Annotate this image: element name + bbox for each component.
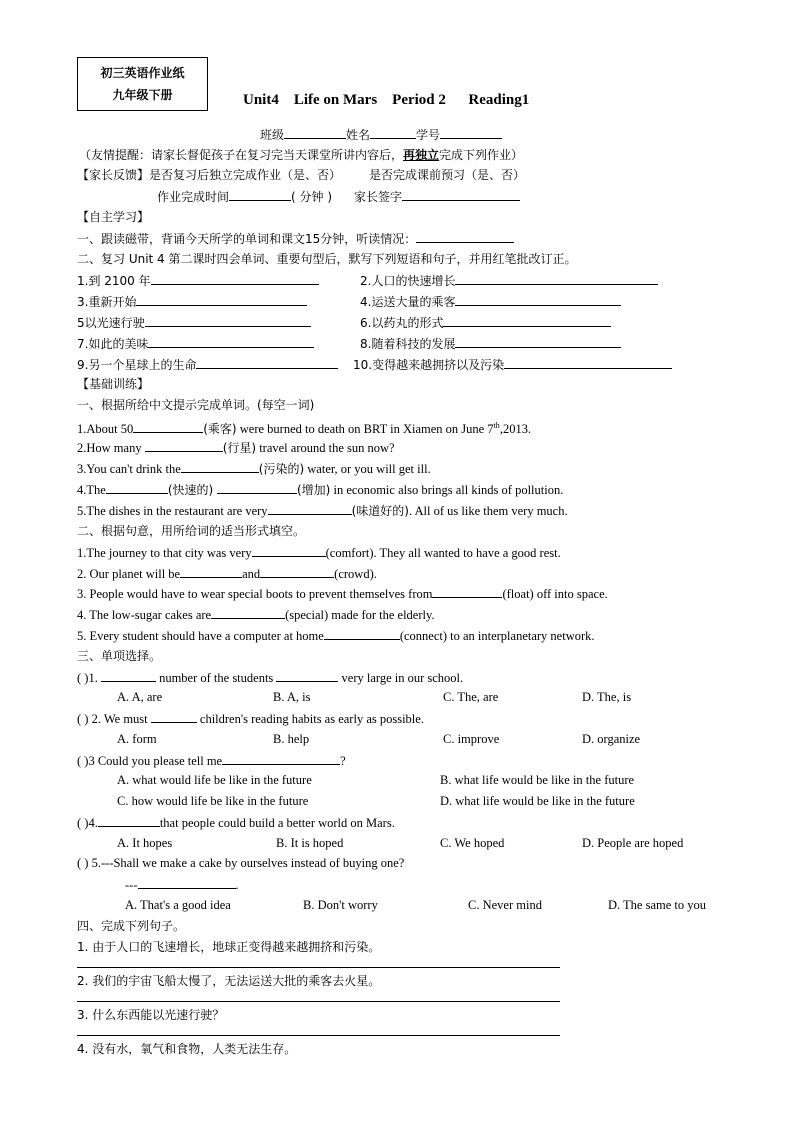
mcq-option[interactable]: A. That's a good idea bbox=[125, 898, 231, 912]
mcq-option[interactable]: B. what life would be like in the future bbox=[440, 773, 635, 787]
answer-blank[interactable] bbox=[145, 439, 223, 452]
phrase-item bbox=[77, 335, 314, 352]
listening-blank[interactable] bbox=[416, 230, 514, 243]
word-question-1 bbox=[77, 418, 531, 437]
phrase-text: 4.运送大量的乘客 bbox=[360, 295, 456, 309]
answer-blank[interactable] bbox=[138, 876, 236, 889]
q-text: 5.The dishes in the restaurant are very bbox=[77, 504, 268, 518]
phrase-blank[interactable] bbox=[151, 272, 319, 285]
mcq-option[interactable]: B. help bbox=[273, 732, 310, 746]
phrase-blank[interactable] bbox=[455, 272, 658, 285]
phrase-item bbox=[77, 314, 311, 331]
class-label: 班级 bbox=[260, 128, 285, 142]
form-question-2 bbox=[77, 565, 377, 582]
q-text: (float) off into space. bbox=[502, 587, 608, 601]
phrase-blank[interactable] bbox=[136, 293, 307, 306]
phrase-text: 8.随着科技的发展 bbox=[360, 337, 456, 351]
phrase-text: 7.如此的美味 bbox=[77, 337, 149, 351]
form-question-4 bbox=[77, 606, 435, 623]
section-2-title: 二、根据句意，用所给词的适当形式填空。 bbox=[77, 524, 306, 538]
q-text: ? bbox=[340, 754, 346, 768]
q-text: travel around the sun now? bbox=[256, 441, 395, 455]
basic-training-heading: 【基础训练】 bbox=[77, 377, 150, 391]
answer-line[interactable] bbox=[77, 1001, 560, 1002]
q-text: (special) made for the elderly. bbox=[285, 608, 435, 622]
answer-blank[interactable] bbox=[260, 565, 334, 578]
phrase-item bbox=[353, 356, 672, 373]
mcq-option[interactable]: D. The same to you bbox=[608, 898, 707, 912]
translation-question-2: 2. 我们的宇宙飞船太慢了，无法运送大批的乘客去火星。 bbox=[77, 974, 381, 988]
mcq-option[interactable]: D. what life would be like in the future bbox=[440, 794, 635, 808]
self-study-item-2: 二、复习 Unit 4 第二课时四会单词、重要句型后，默写下列短语和句子，并用红笔批改订正。 bbox=[77, 252, 577, 266]
feedback-question-1: 是否复习后独立完成作业（是、否） bbox=[149, 168, 342, 182]
answer-blank[interactable] bbox=[98, 814, 160, 827]
phrase-blank[interactable] bbox=[455, 335, 621, 348]
parent-feedback-line bbox=[77, 167, 525, 183]
mcq-option[interactable]: B. A, is bbox=[273, 690, 311, 704]
form-question-5 bbox=[77, 627, 595, 644]
phrase-text: 9.另一个星球上的生命 bbox=[77, 358, 197, 372]
q-text: 3.You can't drink the bbox=[77, 462, 181, 476]
q-text: 4. The low-sugar cakes are bbox=[77, 608, 212, 622]
answer-bracket[interactable]: ( ) bbox=[77, 856, 89, 870]
q-text: very large in our school. bbox=[338, 671, 464, 685]
phrase-blank[interactable] bbox=[196, 356, 338, 369]
q-text: 1. bbox=[88, 671, 101, 685]
phrase-item bbox=[360, 314, 611, 331]
phrase-text: 2.人口的快速增长 bbox=[360, 274, 456, 288]
q-text: and bbox=[242, 567, 261, 581]
self-study-item-1-text: 一、跟读磁带，背诵今天所学的单词和课文15分钟，听读情况： bbox=[77, 232, 417, 246]
q-text: number of the students bbox=[155, 671, 277, 685]
answer-blank[interactable] bbox=[151, 710, 197, 723]
q-text: 3. People would have to wear special boots to prevent themselves from bbox=[77, 587, 433, 601]
parent-sign-label: 家长签字 bbox=[354, 190, 403, 204]
reminder-text-end: 完成下列作业） bbox=[439, 148, 524, 162]
q-text: 2. Our planet will be bbox=[77, 567, 181, 581]
answer-blank[interactable] bbox=[252, 544, 326, 557]
mcq-option[interactable]: A. A, are bbox=[117, 690, 163, 704]
q-text: (comfort). They all wanted to have a good rest. bbox=[325, 546, 561, 560]
word-question-4 bbox=[77, 481, 563, 498]
answer-line[interactable] bbox=[77, 967, 560, 968]
chinese-hint: (乘客) bbox=[203, 422, 237, 437]
page-title: Unit4 Life on Mars Period 2 Reading1 bbox=[243, 92, 530, 108]
class-blank[interactable] bbox=[284, 126, 346, 139]
phrase-blank[interactable] bbox=[504, 356, 672, 369]
worksheet-label-line2: 九年级下册 bbox=[112, 88, 173, 102]
answer-blank[interactable] bbox=[268, 502, 352, 515]
parent-sign-blank[interactable] bbox=[402, 188, 520, 201]
reminder-emphasis: 再独立 bbox=[403, 148, 440, 162]
mcq-option[interactable]: A. It hopes bbox=[117, 836, 173, 850]
answer-bracket[interactable]: ( ) bbox=[77, 816, 89, 830]
phrase-item bbox=[77, 356, 338, 373]
student-id-label: 学号 bbox=[416, 128, 441, 142]
chinese-hint: (味道好的) bbox=[351, 504, 409, 518]
phrase-text: 6.以药丸的形式 bbox=[360, 316, 444, 330]
q-text: that people could build a better world on Mars. bbox=[159, 816, 395, 830]
q-text: 4. bbox=[88, 816, 98, 830]
answer-blank[interactable] bbox=[101, 669, 156, 682]
answer-blank[interactable] bbox=[180, 565, 242, 578]
q-text: . bbox=[235, 878, 239, 892]
q-text: (connect) to an interplanetary network. bbox=[399, 629, 595, 643]
translation-question-1: 1. 由于人口的飞速增长，地球正变得越来越拥挤和污染。 bbox=[77, 940, 381, 954]
name-blank[interactable] bbox=[370, 126, 416, 139]
phrase-item bbox=[77, 272, 319, 289]
mcq-option[interactable]: C. We hoped bbox=[440, 836, 505, 850]
phrase-item bbox=[360, 335, 621, 352]
mcq-question-5-reply bbox=[125, 876, 239, 893]
phrase-text: 5以光速行驶 bbox=[77, 316, 145, 330]
q-text: ,2013. bbox=[499, 422, 532, 437]
word-question-2 bbox=[77, 439, 395, 456]
answer-blank[interactable] bbox=[222, 752, 340, 765]
q-text: in economic also brings all kinds of pollution. bbox=[330, 483, 564, 497]
q-text: 2.How many bbox=[77, 441, 145, 455]
word-question-3 bbox=[77, 460, 431, 477]
q-text: were burned to death on BRT in Xiamen on June 7 bbox=[236, 422, 494, 437]
mcq-option[interactable]: A. what would life be like in the future bbox=[117, 773, 312, 787]
section-4-title: 四、完成下列句子。 bbox=[77, 919, 186, 933]
answer-line[interactable] bbox=[77, 1035, 560, 1036]
superscript: th bbox=[493, 421, 500, 430]
q-text: 1.About 50 bbox=[77, 422, 134, 437]
answer-bracket[interactable]: ( ) bbox=[77, 712, 89, 726]
phrase-blank[interactable] bbox=[145, 314, 311, 327]
chinese-hint: (行星) bbox=[222, 441, 257, 455]
mcq-question-3 bbox=[77, 752, 346, 769]
mcq-option[interactable]: C. The, are bbox=[443, 690, 499, 704]
answer-blank[interactable] bbox=[106, 481, 168, 494]
form-question-3 bbox=[77, 585, 608, 602]
form-question-1 bbox=[77, 544, 561, 561]
mcq-question-5 bbox=[77, 855, 404, 871]
time-blank[interactable] bbox=[229, 188, 291, 201]
answer-blank[interactable] bbox=[217, 481, 297, 494]
phrase-item bbox=[77, 293, 307, 310]
mcq-option[interactable]: C. improve bbox=[443, 732, 500, 746]
section-3-title: 三、单项选择。 bbox=[77, 649, 162, 663]
chinese-hint: (污染的) bbox=[258, 462, 305, 476]
reminder-text: （友情提醒：请家长督促孩子在复习完当天课堂所讲内容后， bbox=[79, 148, 404, 162]
word-question-5 bbox=[77, 502, 568, 519]
q-text: water, or you will get ill. bbox=[304, 462, 431, 476]
feedback-question-2: 是否完成课前预习（是、否） bbox=[369, 168, 526, 182]
chinese-hint: (快速的) bbox=[167, 483, 217, 497]
phrase-blank[interactable] bbox=[455, 293, 621, 306]
q-text: 2. We must bbox=[88, 712, 151, 726]
phrase-blank[interactable] bbox=[148, 335, 314, 348]
answer-bracket[interactable]: ( ) bbox=[77, 671, 89, 685]
phrase-text: 10.变得越来越拥挤以及污染 bbox=[353, 358, 505, 372]
mcq-question-2 bbox=[77, 710, 424, 727]
answer-blank[interactable] bbox=[133, 420, 203, 433]
student-info-line bbox=[260, 126, 502, 143]
answer-blank[interactable] bbox=[211, 606, 285, 619]
q-text: 5. Every student should have a computer at home bbox=[77, 629, 324, 643]
q-text: children's reading habits as early as possible. bbox=[196, 712, 424, 726]
phrase-text: 3.重新开始 bbox=[77, 295, 137, 309]
q-text: 4.The bbox=[77, 483, 106, 497]
mcq-option[interactable]: B. Don't worry bbox=[303, 898, 378, 912]
self-study-item-1 bbox=[77, 230, 514, 247]
q-text: . All of us like them very much. bbox=[408, 504, 568, 518]
student-id-blank[interactable] bbox=[440, 126, 502, 139]
translation-question-3: 3. 什么东西能以光速行驶？ bbox=[77, 1008, 225, 1022]
mcq-option[interactable]: C. Never mind bbox=[468, 898, 542, 912]
feedback-label: 【家长反馈】 bbox=[77, 168, 150, 182]
translation-question-4: 4. 没有水，氧气和食物，人类无法生存。 bbox=[77, 1042, 297, 1056]
answer-blank[interactable] bbox=[276, 669, 338, 682]
self-study-heading: 【自主学习】 bbox=[77, 210, 150, 224]
phrase-blank[interactable] bbox=[443, 314, 611, 327]
section-1-title: 一、根据所给中文提示完成单词。(每空一词) bbox=[77, 398, 315, 412]
mcq-option[interactable]: D. People are hoped bbox=[582, 836, 684, 850]
homework-time-line bbox=[157, 188, 520, 205]
q-text: 1.The journey to that city was very bbox=[77, 546, 252, 560]
time-unit: ( 分钟 ) bbox=[291, 190, 333, 204]
time-label: 作业完成时间 bbox=[157, 190, 230, 204]
mcq-option[interactable]: D. The, is bbox=[582, 690, 632, 704]
mcq-question-1 bbox=[77, 669, 463, 686]
q-text: (crowd). bbox=[334, 567, 377, 581]
q-text: 3 Could you please tell me bbox=[88, 754, 223, 768]
answer-bracket[interactable]: ( ) bbox=[77, 754, 89, 768]
name-label: 姓名 bbox=[346, 128, 371, 142]
q-text: --- bbox=[125, 878, 138, 892]
mcq-option[interactable]: B. It is hoped bbox=[276, 836, 344, 850]
mcq-option[interactable]: D. organize bbox=[582, 732, 641, 746]
answer-blank[interactable] bbox=[324, 627, 400, 640]
phrase-item bbox=[360, 293, 621, 310]
worksheet-label-line1: 初三英语作业纸 bbox=[100, 66, 185, 80]
mcq-question-4 bbox=[77, 814, 395, 831]
chinese-hint: (增加) bbox=[297, 483, 331, 497]
phrase-text: 1.到 2100 年 bbox=[77, 274, 151, 288]
mcq-option[interactable]: A. form bbox=[117, 732, 157, 746]
reminder-line bbox=[79, 147, 523, 163]
mcq-option[interactable]: C. how would life be like in the future bbox=[117, 794, 309, 808]
phrase-item bbox=[360, 272, 658, 289]
answer-blank[interactable] bbox=[181, 460, 259, 473]
q-text: 5.---Shall we make a cake by ourselves instead of buying one? bbox=[88, 856, 405, 870]
worksheet-label-box bbox=[77, 57, 208, 111]
answer-blank[interactable] bbox=[432, 585, 502, 598]
